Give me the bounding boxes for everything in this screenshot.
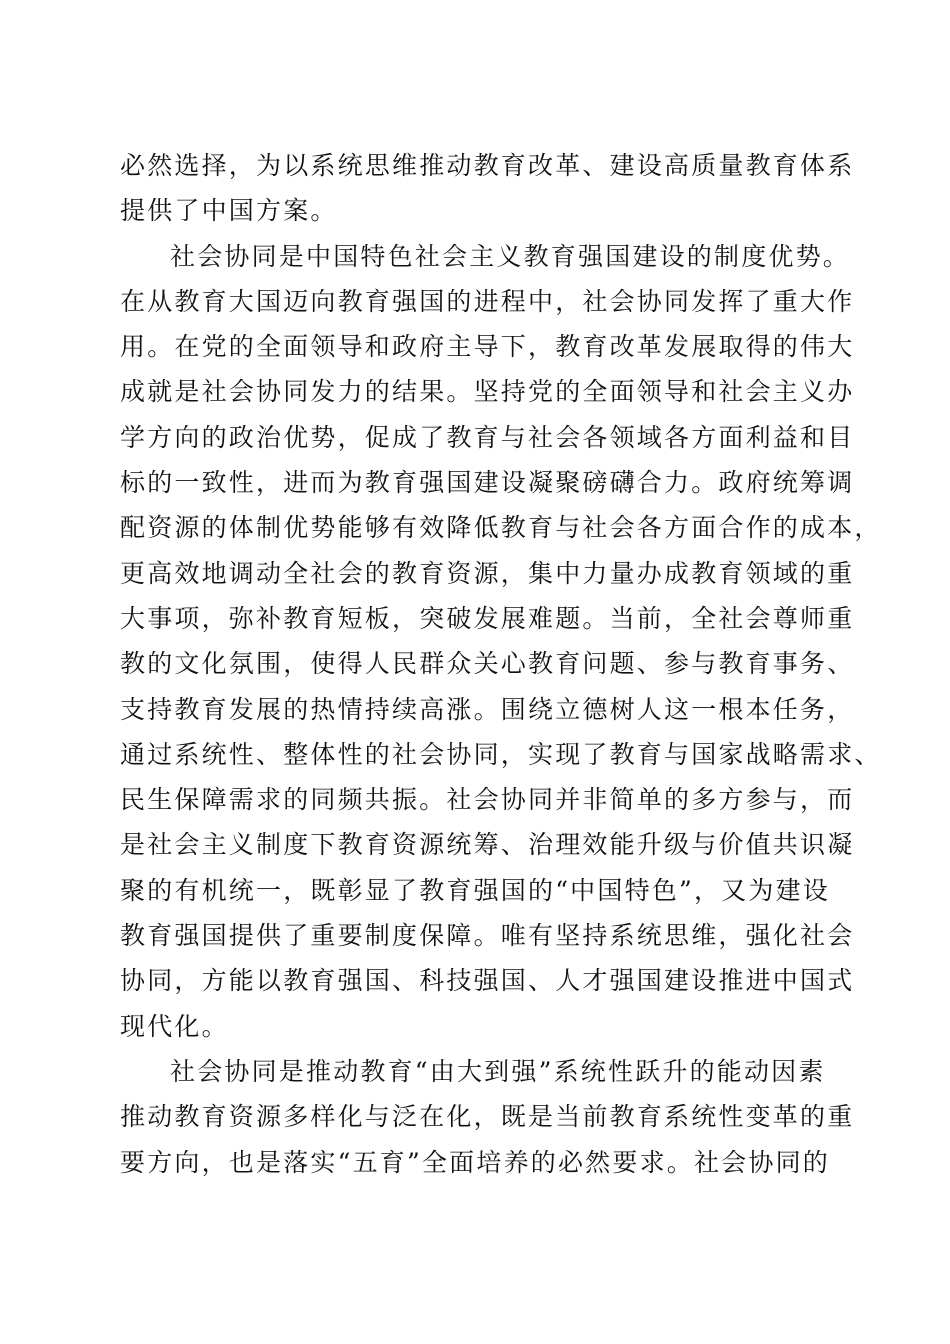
text-line: 教育强国提供了重要制度保障。唯有坚持系统思维，强化社会	[120, 921, 855, 951]
text-line: 是社会主义制度下教育资源统筹、治理效能升级与价值共识凝	[120, 830, 855, 860]
text-line: 在从教育大国迈向教育强国的进程中，社会协同发挥了重大作	[120, 286, 855, 316]
paragraph-start-line: 社会协同是中国特色社会主义教育强国建设的制度优势。	[170, 241, 851, 271]
text-line: 配资源的体制优势能够有效降低教育与社会各方面合作的成本，	[120, 513, 882, 543]
text-line: 用。在党的全面领导和政府主导下，教育改革发展取得的伟大	[120, 332, 855, 362]
text-line: 要方向，也是落实“五育”全面培养的必然要求。社会协同的	[120, 1147, 830, 1177]
text-line: 协同，方能以教育强国、科技强国、人才强国建设推进中国式	[120, 966, 855, 996]
text-line: 更高效地调动全社会的教育资源，集中力量办成教育领域的重	[120, 558, 855, 588]
text-line: 标的一致性，进而为教育强国建设凝聚磅礴合力。政府统筹调	[120, 468, 855, 498]
body-text	[120, 143, 882, 1185]
text-line: 支持教育发展的热情持续高涨。围绕立德树人这一根本任务，	[120, 694, 855, 724]
text-line: 必然选择，为以系统思维推动教育改革、建设高质量教育体系	[120, 151, 855, 180]
text-line: 通过系统性、整体性的社会协同，实现了教育与国家战略需求、	[120, 739, 882, 769]
text-line: 提供了中国方案。	[120, 196, 338, 226]
text-line: 聚的有机统一，既彰显了教育强国的“中国特色”，又为建设	[120, 875, 830, 905]
text-line: 教的文化氛围，使得人民群众关心教育问题、参与教育事务、	[120, 649, 855, 679]
text-line: 成就是社会协同发力的结果。坚持党的全面领导和社会主义办	[120, 377, 855, 407]
text-line: 大事项，弥补教育短板，突破发展难题。当前，全社会尊师重	[120, 603, 855, 633]
text-line: 推动教育资源多样化与泛在化，既是当前教育系统性变革的重	[120, 1102, 855, 1132]
text-line: 现代化。	[120, 1011, 229, 1041]
text-line: 学方向的政治优势，促成了教育与社会各领域各方面利益和目	[120, 422, 855, 452]
text-line: 民生保障需求的同频共振。社会协同并非简单的多方参与，而	[120, 785, 855, 815]
paragraph-start-line: 社会协同是推动教育“由大到强”系统性跃升的能动因素	[170, 1056, 826, 1086]
